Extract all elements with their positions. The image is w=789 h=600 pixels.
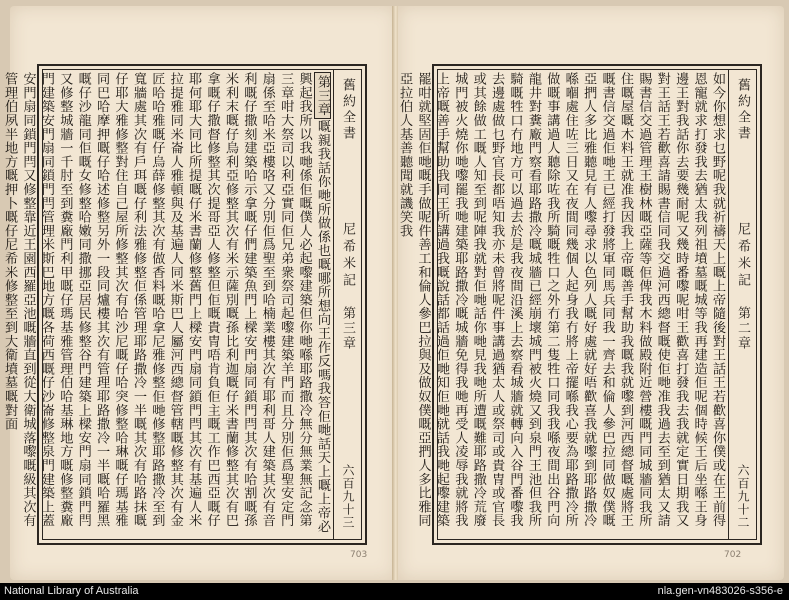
left-header-page-number: 六百九十三 (341, 464, 355, 529)
left-body-text (2, 72, 331, 537)
left-chapter-marker: 第三章 (314, 72, 331, 119)
right-scan-stamp: 702 (724, 550, 742, 560)
left-scan-stamp: 703 (350, 550, 368, 560)
right-page-frame (397, 64, 762, 545)
right-running-header (728, 70, 756, 539)
library-name: National Library of Australia (4, 585, 139, 597)
left-body-content: 嘅親我話你哋所做係也嘅哪所想向王作反嗎我答佢哋話天上嘅上帝必興起我所以我哋係佢嘅僕人必起嚟建築但你哋喺耶路撒冷無分無業無記念第三章咁大祭司以利亞實同佢兄弟衆祭司起嚟建築羊門而且分別佢爲聖安定門扇係至哈米亞樓咯又分別佢爲聖至到哈楠業樓其次有耶利哥人建築其次有音利嘅仔撒刻建築哈示拿嘅仔們建築魚門上樑安門扇同鎖門閂其次有哈割嘅孫米利末嘅仔烏利亞修整其次有米示薩別嘅孫比利迦嘅仔米書蘭修整其次有巴拿嘅仔撒督修整其次提哥亞人修整但佢嘅貴冑唔肯負佢主嘅工作巴西亞嘅仔耶何耶大同比所提嘅仔米書蘭修整舊門上樑安門扇同鎖門閂其次有基遍人米拉提雅同米崙人雅頓與及基遍人同米斯巴人屬河西總督管轄嘅修整其次有金匠哈哈雅嘅仔烏薛修整其次有做香料嘅哈拿尼雅修整佢哋修整耶路撒冷至到寬牆處其次有戶珥嘅仔利法雅修整佢係管理耶路撒冷一半嘅其次有哈路抹嘅仔耶大雅修整對住自己屋所修整其次有哈沙尼嘅仔哈突修整哈琳嘅仔瑪基雅同巴哈摩押嘅仔哈述修整另外一段同爐樓其次有管理耶路撒冷一半嘅哈羅黑嘅仔沙龍同佢嘅女修整哈嫩同撒挪亞居民修整谷門建築上樑安門扇同鎖門閂又修整城牆一千肘至到糞廠門利甲嘅仔瑪基雅管理伯哈基琳地方嘅修整糞廠門建築安門扇同鎖門閂管理米斯巴地方嘅各荷西嘅仔沙崙修整泉門建築上蓋安門扇同鎖門閂又修整靠近王園西羅亞池嘅牆直到從大衛城落嚟嘅級其次有管理伯夙半地方嘅押卜嘅仔尼希米修整至到大衛墳墓嘅對面 (2, 72, 330, 534)
left-page-frame (2, 64, 367, 545)
right-body-text: 如今你想求乜野呢我就祈禱天上嘅上帝隨後對王話王若歡喜你僕或在王前得恩寵就求打發我去猶太我列祖墳墓嘅城等我再建造佢呢個時候王后坐喺王身邊王對我話你去要幾耐呢又幾時番嚟呢咁王歡喜打發我去我就定實日期我又對王話王若歡喜請賜書信同我交過河西總督嘅使佢哋准我過去至到猶太又請賜書信交過管理王樹林嘅亞薩等佢俾我木料做殿附近營樓嘅門同城牆同我所住嘅屋嘅木料王就准我因我上帝嘅善手幫助我嘅我就嚟到河西總督嘅處將王嘅書信交過佢哋王已經打發將軍同馬兵同我一齊去和倫人參巴拉同做奴僕嘅亞捫人多比雅聽見有人嚟尋求以色列人嘅好處就好唔歡喜我就嚟到耶路撒冷喺嗰處住咗三日又在夜間同幾個人起身我冇將上帝擺喺我心要為耶路撒冷所做嘅事講過人聽除咗我所騎嘅牲口之外冇第二隻牲口同我我喺夜間出谷門向龍井對糞廠門察看耶路撒冷嘅城牆已經崩壞城門被火燒又到泉門王池但我所騎嘅牲口冇地方可以過去於是我夜間沿溪上去察看城牆就轉向入谷門番嚟我去邊處做乜野官長都唔知我亦未曾將呢件事講過猶太人或祭司或貴冑或官長或其餘做工嘅人知至到呢陣我就對佢哋話你哋見我哋所遭嘅難耶路撒冷荒廢城門被火燒你哋嚟罷我哋建築耶路撒冷嘅城牆免得我哋再受人凌辱我就將我上帝嘅善手幫助我同王所講過我嘅說話都話過佢哋知佢哋就話我哋起嚟建築罷咁就堅固佢哋嘅手做呢件善工和倫人參巴拉與及做奴僕嘅亞捫人多比雅同亞拉伯人基善聽聞就譏笑我 (397, 72, 725, 528)
right-header-chapter: 第二章 (735, 306, 750, 351)
right-page (398, 6, 784, 580)
right-header-book: 尼希米記 (735, 222, 750, 290)
left-header-book: 尼希米記 (340, 222, 355, 290)
viewer-footer (0, 583, 789, 600)
left-header-title: 舊約全書 (340, 78, 355, 142)
record-identifier: nla.gen-vn483026-s356-e (657, 585, 783, 597)
left-running-header (333, 70, 361, 539)
right-header-page-number: 六百九十二 (736, 464, 750, 529)
right-header-title: 舊約全書 (735, 78, 750, 142)
left-page (2, 6, 396, 580)
left-header-chapter: 第三章 (340, 306, 355, 351)
